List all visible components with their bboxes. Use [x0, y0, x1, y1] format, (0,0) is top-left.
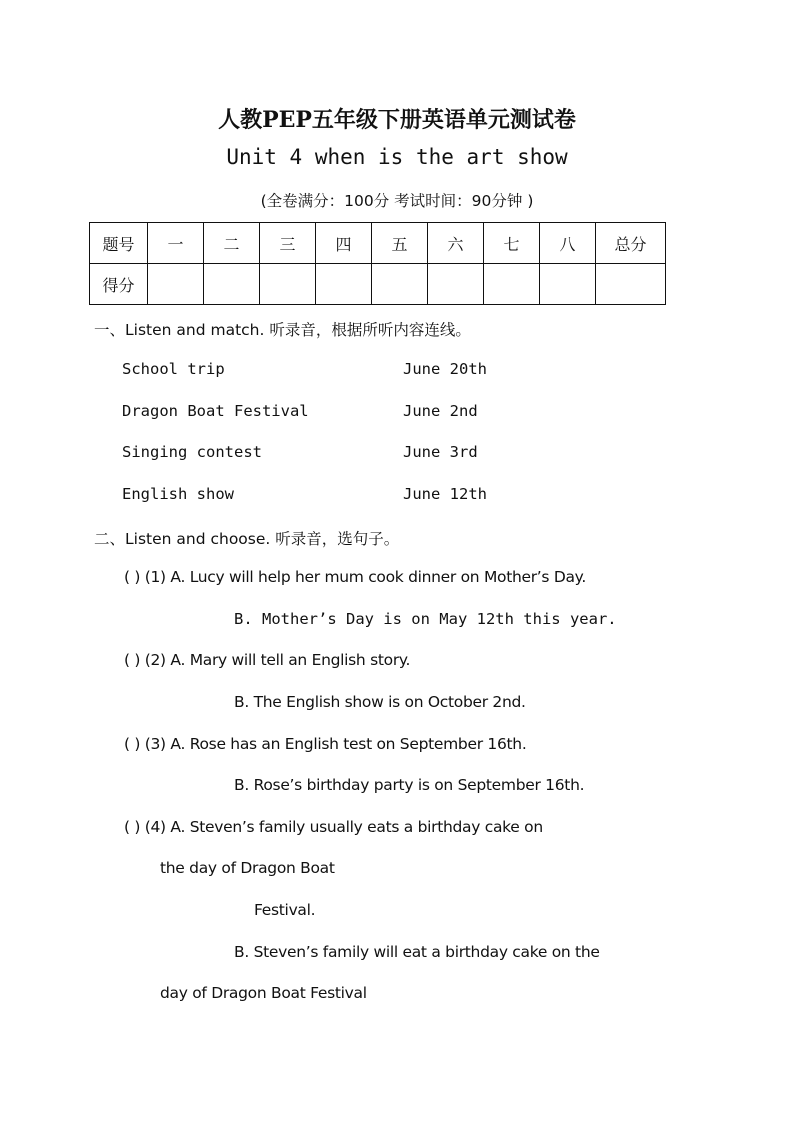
question-line: the day of Dragon Boat	[160, 859, 335, 877]
match-left-item: Singing contest	[122, 443, 262, 461]
match-left-item: Dragon Boat Festival	[122, 402, 309, 420]
score-entry-cell	[596, 264, 666, 305]
score-entry-cell	[540, 264, 596, 305]
page-title-cn: 人教PEP五年级下册英语单元测试卷	[218, 107, 576, 133]
page-title-en: Unit 4 when is the art show	[226, 145, 568, 169]
score-table	[89, 222, 666, 305]
score-cell: 六	[428, 223, 484, 264]
score-entry-cell	[316, 264, 372, 305]
match-right-item: June 2nd	[403, 402, 478, 420]
question-line: Festival.	[254, 901, 316, 919]
question-line: B. Mother’s Day is on May 12th this year.	[234, 610, 617, 628]
score-cell: 三	[260, 223, 316, 264]
question-line: B. Steven’s family will eat a birthday cake on the	[234, 943, 600, 961]
score-entry-cell	[204, 264, 260, 305]
question-line: B. Rose’s birthday party is on September 16th.	[234, 776, 585, 794]
score-cell: 题号	[90, 223, 148, 264]
score-table-header-row	[90, 223, 666, 264]
score-cell: 四	[316, 223, 372, 264]
score-entry-cell	[260, 264, 316, 305]
match-left-item: English show	[122, 485, 234, 503]
score-entry-cell	[484, 264, 540, 305]
score-cell: 七	[484, 223, 540, 264]
question-line: ( ) (2) A. Mary will tell an English story.	[124, 651, 411, 669]
question-line: ( ) (1) A. Lucy will help her mum cook dinner on Mother’s Day.	[124, 568, 586, 586]
question-line: B. The English show is on October 2nd.	[234, 693, 526, 711]
score-entry-cell	[372, 264, 428, 305]
match-right-item: June 3rd	[403, 443, 478, 461]
score-cell: 八	[540, 223, 596, 264]
match-right-item: June 20th	[403, 360, 487, 378]
section1-heading: 一、Listen and match. 听录音，根据所听内容连线。	[94, 321, 471, 339]
score-label-cell: 得分	[90, 264, 148, 305]
score-cell: 一	[148, 223, 204, 264]
question-line: day of Dragon Boat Festival	[160, 984, 367, 1002]
score-cell: 总分	[596, 223, 666, 264]
match-left-item: School trip	[122, 360, 225, 378]
section2-heading: 二、Listen and choose. 听录音，选句子。	[94, 530, 400, 548]
score-table-score-row	[90, 264, 666, 305]
score-cell: 五	[372, 223, 428, 264]
question-line: ( ) (4) A. Steven’s family usually eats a birthday cake on	[124, 818, 543, 836]
score-entry-cell	[148, 264, 204, 305]
question-line: ( ) (3) A. Rose has an English test on September 16th.	[124, 735, 527, 753]
score-cell: 二	[204, 223, 260, 264]
score-entry-cell	[428, 264, 484, 305]
exam-info: (全卷满分：100分 考试时间：90分钟 )	[260, 192, 534, 210]
match-right-item: June 12th	[403, 485, 487, 503]
